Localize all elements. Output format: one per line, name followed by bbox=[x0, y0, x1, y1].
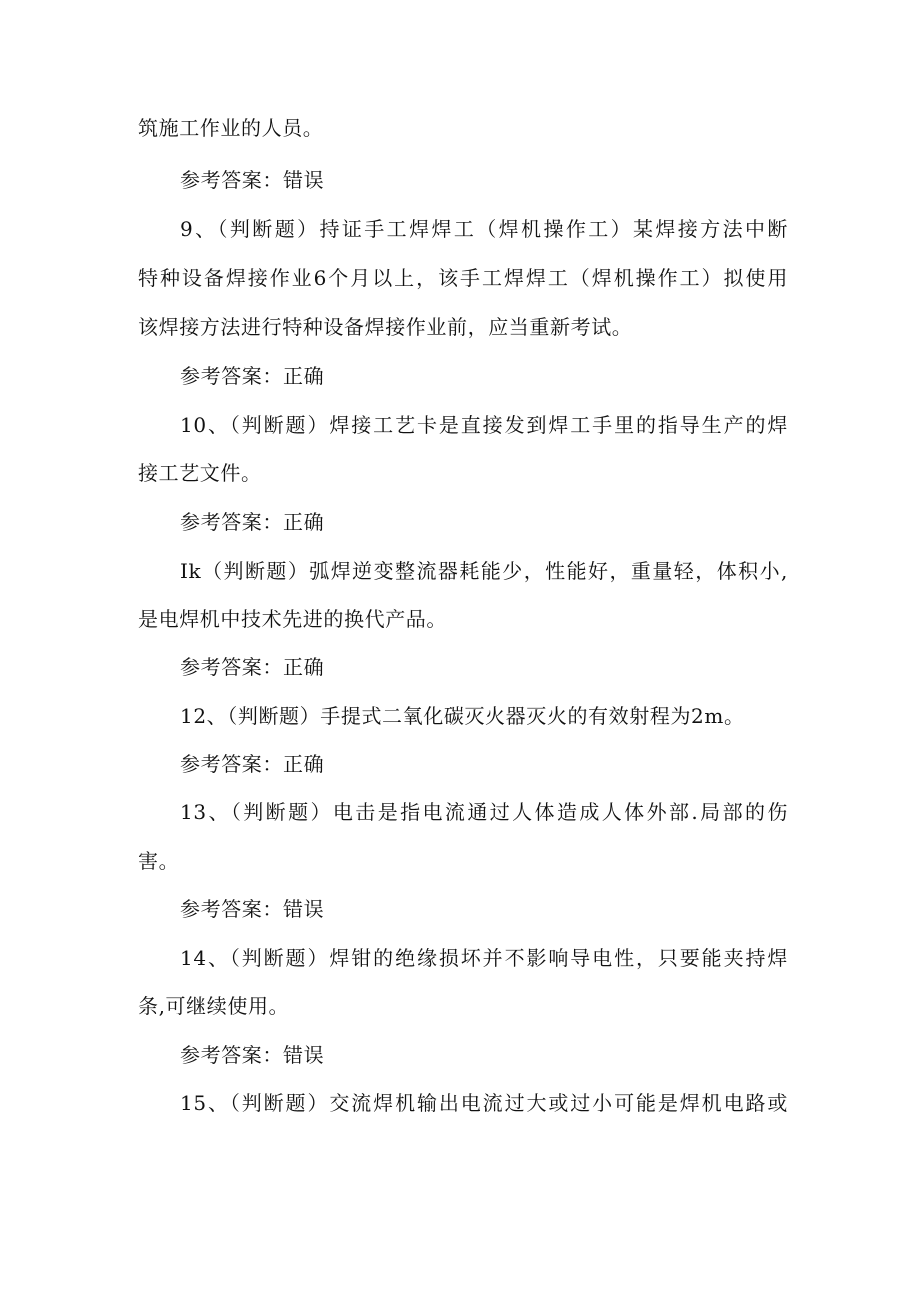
question-10-line-2: 接工艺文件。 bbox=[138, 461, 262, 485]
question-13-line-2: 害。 bbox=[138, 849, 180, 873]
question-11-line-2: 是电焊机中技术先进的换代产品。 bbox=[138, 607, 447, 631]
question-13-line-1: 13、（判断题）电击是指电流通过人体造成人体外部.局部的伤 bbox=[180, 800, 788, 824]
answer-line: 参考答案：正确 bbox=[180, 364, 325, 388]
question-10-line-1: 10、（判断题）焊接工艺卡是直接发到焊工手里的指导生产的焊 bbox=[180, 413, 788, 437]
answer-line: 参考答案：正确 bbox=[180, 752, 325, 776]
question-14-line-1: 14、（判断题）焊钳的绝缘损坏并不影响导电性，只要能夹持焊 bbox=[180, 946, 788, 970]
question-12-line-1: 12、（判断题）手提式二氧化碳灭火器灭火的有效射程为2m。 bbox=[180, 704, 745, 728]
question-9-line-2: 特种设备焊接作业6个月以上，该手工焊焊工（焊机操作工）拟使用 bbox=[138, 266, 788, 290]
text-line: 筑施工作业的人员。 bbox=[138, 116, 324, 140]
question-9-line-1: 9、（判断题）持证手工焊焊工（焊机操作工）某焊接方法中断 bbox=[180, 217, 788, 241]
question-11-line-1: Ik（判断题）弧焊逆变整流器耗能少，性能好，重量轻，体积小, bbox=[180, 559, 788, 583]
question-15-line-1: 15、（判断题）交流焊机输出电流过大或过小可能是焊机电路或 bbox=[180, 1091, 788, 1115]
question-9-line-3: 该焊接方法进行特种设备焊接作业前，应当重新考试。 bbox=[138, 315, 633, 339]
answer-line: 参考答案：错误 bbox=[180, 897, 325, 921]
answer-line: 参考答案：正确 bbox=[180, 655, 325, 679]
answer-line: 参考答案：错误 bbox=[180, 1043, 325, 1067]
answer-line: 参考答案：正确 bbox=[180, 510, 325, 534]
answer-line: 参考答案：错误 bbox=[180, 168, 325, 192]
question-14-line-2: 条,可继续使用。 bbox=[138, 994, 290, 1018]
